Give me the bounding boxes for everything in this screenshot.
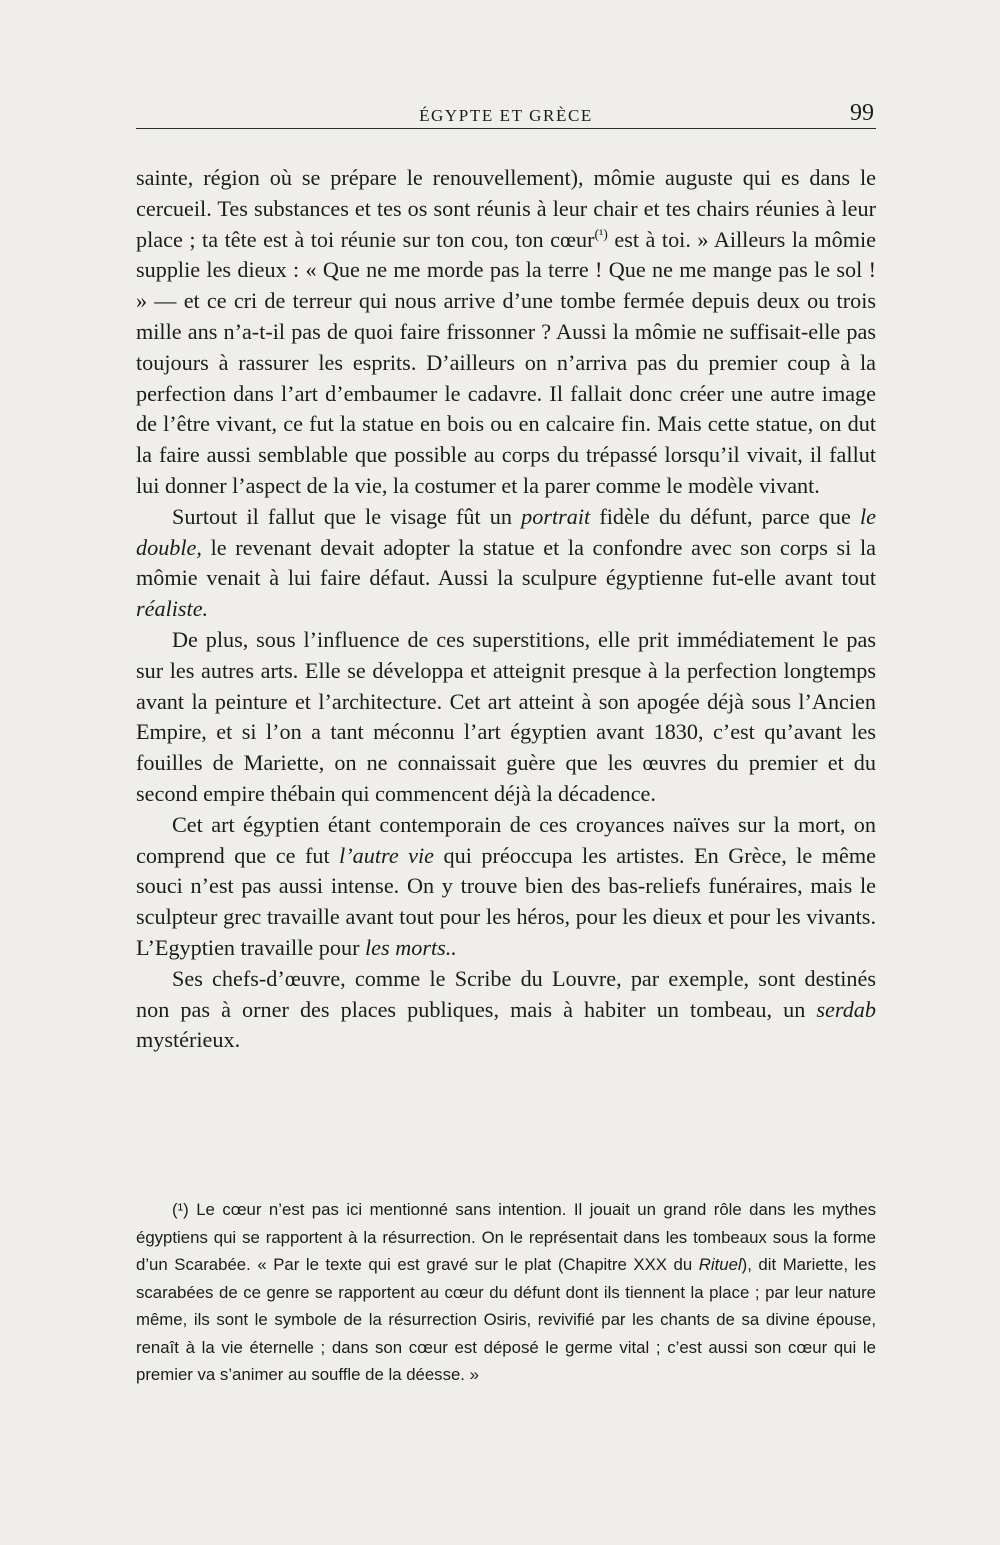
footnote-reference: (¹) <box>594 226 608 242</box>
page-number: 99 <box>850 100 874 126</box>
paragraph-5 <box>136 964 876 1056</box>
p2-emphasis-portrait: portrait <box>521 503 591 529</box>
header-rule <box>136 128 876 129</box>
p2-emphasis-realiste: réaliste. <box>136 596 209 622</box>
p1-text-b: est à toi. » Ailleurs la mômie supplie les dieux : « Que ne me morde pas la terre ! Que ne me mange pas le sol ! » — et ce cri de terreur qui nous arrive d’une tombe fermée depuis deux ou trois mille ans n’a-t-il pas de quoi faire frissonner ? Aussi la mômie ne suffisait-elle pas toujours à rassurer les esprits. D’ailleurs on n’arriva pas du premier coup à la perfection dans l’art d’embaumer le cadavre. Il fallait donc créer une autre image de l’être vivant, ce fut la statue en bois ou en calcaire fin. Mais cette statue, on dut la faire aussi semblable que possible au corps du trépassé lorsqu’il vivait, il fallut lui donner l’aspect de la vie, la costumer et la parer comme le modèle vivant. <box>136 226 876 498</box>
body-text <box>136 163 876 1056</box>
paragraph-2 <box>136 502 876 625</box>
p5-emphasis-serdab: serdab <box>816 996 876 1022</box>
p2-text-b: fidèle du défunt, parce que <box>590 503 860 529</box>
footnote-emphasis-rituel: Rituel <box>698 1255 742 1274</box>
p2-text-c: le revenant devait adopter la statue et la confondre avec son corps si la mômie venait à lui faire défaut. Aussi la sculpure égyptienne fut-elle avant tout <box>136 534 876 591</box>
paragraph-1 <box>136 163 876 502</box>
paragraph-4 <box>136 810 876 964</box>
p4-emphasis-autre-vie: l’autre vie <box>339 842 435 868</box>
footnote-marker: (¹) <box>172 1200 189 1219</box>
footnote-1 <box>136 1196 876 1389</box>
p1-text-a: sainte, région où se prépare le renouvellement), mômie auguste qui es dans le cercueil. Tes substances et tes os sont réunis à leur chair et tes chairs réunies à leur place ; ta tête est à toi réunie sur ton cou, ton cœur <box>136 165 876 252</box>
p4-text-a: Cet art égyptien étant contemporain de ces croyances naïves sur la mort, on comprend que ce fut <box>136 811 876 868</box>
footnotes <box>136 1196 876 1389</box>
p2-emphasis-double: le double, <box>136 503 876 560</box>
running-title: ÉGYPTE ET GRÈCE <box>419 106 593 125</box>
p4-emphasis-les-morts: les morts.. <box>365 934 457 960</box>
footnote-text-a: Le cœur n’est pas ici mentionné sans intention. Il jouait un grand rôle dans les mythes égyptiens qui se rapportent à la résurrection. On le représentait dans les tombeaux sous la forme d’un Scarabée. « Par le texte qui est gravé sur le plat (Chapitre XXX du <box>136 1200 876 1274</box>
footnote-text-b: ), dit Mariette, les scarabées de ce genre se rapportent au cœur du défunt dont ils tiennent la place ; par leur nature même, ils sont le symbole de la résurrection Osiris, revivifié par les chants de sa divine épouse, renaît à la vie éternelle ; dans son cœur est déposé le germe vital ; c’est aussi son cœur qui le premier va s’animer au souffle de la déesse. » <box>136 1255 876 1384</box>
p5-text-b: mystérieux. <box>136 1027 241 1053</box>
p5-text-a: Ses chefs-d’œuvre, comme le Scribe du Louvre, par exemple, sont destinés non pas à orner des places publiques, mais à habiter un tombeau, un <box>136 965 876 1022</box>
p2-text-a: Surtout il fallut que le visage fût un <box>172 503 522 529</box>
p4-text-b: qui préoccupa les artistes. En Grèce, le même souci n’est pas aussi intense. On y trouve bien des bas-reliefs funéraires, mais le sculpteur grec travaille avant tout pour les héros, pour les dieux et pour les vivants. L’Egyptien travaille pour <box>136 842 876 960</box>
paragraph-3: De plus, sous l’influence de ces superstitions, elle prit immédiatement le pas sur les autres arts. Elle se développa et atteignit presque à la perfection longtemps avant la peinture et l’architecture. Cet art atteint à son apogée déjà sous l’Ancien Empire, et si l’on a tant méconnu l’art égyptien avant 1830, c’est qu’avant les fouilles de Mariette, on ne connaissait guère que les œuvres du premier et du second empire thébain qui commencent déjà la décadence. <box>136 626 876 806</box>
